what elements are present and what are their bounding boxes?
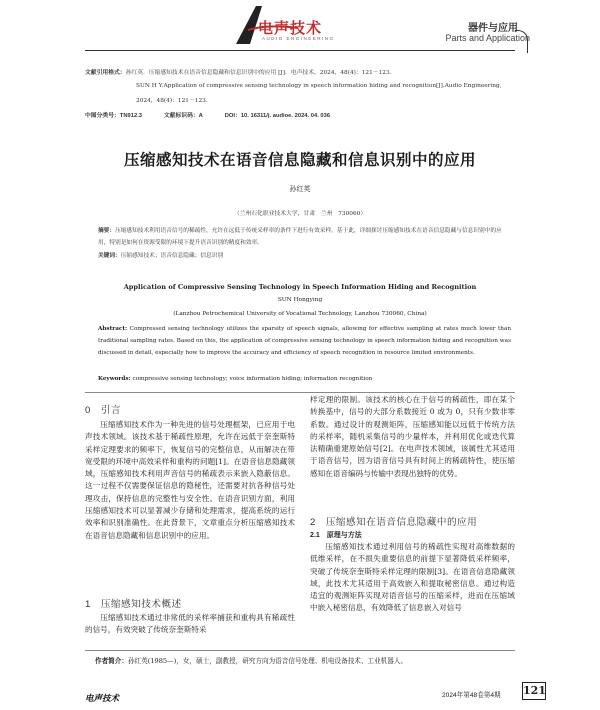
affiliation-cn: （兰州石化职业技术大学，甘肃 兰州 730060） (233, 211, 367, 217)
keywords-en-label: Keywords: (98, 376, 131, 382)
abstract-cn (98, 225, 511, 249)
column-title-en: Parts and Application (445, 33, 530, 43)
section-heading-0: 0 引言 (85, 405, 122, 416)
keywords-cn-text: 压缩感知技术；语音信息隐藏；信息识别 (120, 253, 224, 259)
keywords-en (98, 376, 511, 382)
section-divider (85, 392, 515, 393)
clc-code: 中图分类号：TN912.3 (85, 113, 143, 119)
citation-cn-label: 文献引用格式： (85, 70, 126, 76)
header-curl (515, 30, 528, 53)
author-bio-label: 作者简介： (95, 658, 128, 665)
header-rule (85, 50, 515, 51)
paper-title-cn: 压缩感知技术在语音信息隐藏和信息识别中的应用 (123, 152, 476, 169)
journal-logo-subtitle: AUDIO ENGINEERING (262, 36, 335, 41)
footer-journal-logo: 电声技术 (85, 693, 120, 703)
doi: DOI：10. 16311/j. audioe. 2024. 04. 036 (224, 113, 331, 119)
keywords-cn (98, 250, 511, 259)
keywords-en-text: compressive sensing technology; voice information hiding; information recognition (132, 376, 373, 382)
author-bio-text: 孙红英(1985—)，女，硕士，副教授，研究方向为语音信号处理、机电设备技术、工业机器人。 (127, 657, 408, 665)
body-text-overview-cont: 样定理的限制。该技术的核心在于信号的稀疏性，即在某个转换基中，信号的大部分系数接近 0 或为 0，只有少数非零系数。通过设计的观测矩阵，压缩感知能以远低于传统方法的采样率，随机采集信号的少量样本，并利用优化或迭代算法精确重建原始信号[2]。在电声技术领域，该属性尤其适用于语音信号，因为语音信号具有时间上的稀疏特性，使压缩感知在语音编码与传输中表现出独特的优势。 (310, 395, 515, 478)
footnote-rule (85, 650, 515, 651)
author-en: SUN Hongying (277, 297, 323, 303)
body-text-overview: 压缩感知技术通过非常低的采样率捕获和重构具有稀疏性的信号，有效突破了传统奈奎斯特采 (85, 613, 295, 635)
body-text-principle: 压缩感知技术通过利用信号的稀疏性实现对高维数据的低维采样，在不损失重要信息的前提下显著降低采样频率，突破了传统奈奎斯特采样定理的限制[3]。在语音信息隐藏领域，此技术尤其适用于高效嵌入和提取秘密信息。通过构造适宜的观测矩阵实现对语音信号的压缩采样，进而在压缩域中嵌入秘密信息，有效降低了信息嵌入对信号 (310, 542, 515, 613)
citation-en-line1: SUN H Y.Application of compressive sensing technology in speech information hiding and recognition[J].Audio Engineering, (136, 83, 502, 89)
abstract-cn-label: 摘要： (98, 228, 116, 234)
classification-row (85, 111, 515, 121)
body-text-intro: 压缩感知技术作为一种先进的信号处理框架，已应用于电声技术领域。该技术基于稀疏性原理，允许在远低于奈奎斯特采样定理要求的频率下，恢复信号的完整信息，从而解决在带宽受限的环境中高效采样和重构的问题[1]。在语音信息隐藏领域，压缩感知技术利用声音信号的稀疏表示来嵌入隐蔽信息。这一过程不仅需要保证信息的隐秘性，还需要对抗各种信号处理攻击，保持信息的完整性与安全性。在语音识别方面，利用压缩感知技术可以显著减少存储和处理需求，提高系统的运行效率和识别准确性。在此背景下，文章重点分析压缩感知技术在语音信息隐藏和信息识别中的应用。 (85, 420, 295, 540)
subsection-heading-2-1: 2.1 原理与方法 (310, 532, 362, 539)
abstract-en-label: Abstract: (98, 326, 128, 332)
affiliation-en: (Lanzhou Petrochemical University of Vocational Technology, Lanzhou 730060, China) (173, 311, 427, 317)
document-code: 文献标识码：A (163, 113, 203, 119)
citation-en-line2: 2024，48(4)：121－123. (136, 98, 208, 104)
section-heading-2: 2 压缩感知在语音信息隐藏中的应用 (310, 517, 478, 528)
paper-title-en: Application of Compressive Sensing Technology in Speech Information Hiding and Recognition (123, 283, 477, 291)
author-bio (95, 655, 407, 665)
issue-info: 2024年第48卷第4期 (442, 692, 501, 699)
section-heading-1: 1 压缩感知技术概述 (85, 599, 182, 610)
citation-cn (85, 68, 515, 78)
abstract-en-text: Compressed sensing technology utilizes the sparsity of speech signals, allowing for effective sampling at rates much lower than traditional sampling rates. Based on this, the application of compressive sensing technology in speech information hiding and recognition was discussed in detail, especially how to improve the accuracy and efficiency of speech recognition in resource limited environments. (98, 326, 511, 356)
author-cn: 孙红英 (289, 185, 311, 193)
column-title-cn: 器件与应用 (468, 23, 518, 34)
citation-cn-text: 孙红英．压缩感知技术在语音信息隐藏和信息识别中的应用 [J]．电声技术，2024，48(4)：121－123. (125, 70, 392, 76)
keywords-cn-label: 关键词： (98, 253, 121, 259)
abstract-cn-text: 压缩感知技术利用语音信号的稀疏性，允许在远低于传统采样率的条件下进行有效采样。基于此，详细探讨压缩感知技术在语音信息隐藏与信息识别中的应用，特别是如何在资源受限的环境下提升语音识别的精度和效率。 (98, 228, 502, 246)
journal-logo-text: 电声技术 (258, 20, 323, 37)
page-number: 121 (522, 682, 546, 700)
abstract-en (98, 324, 511, 359)
